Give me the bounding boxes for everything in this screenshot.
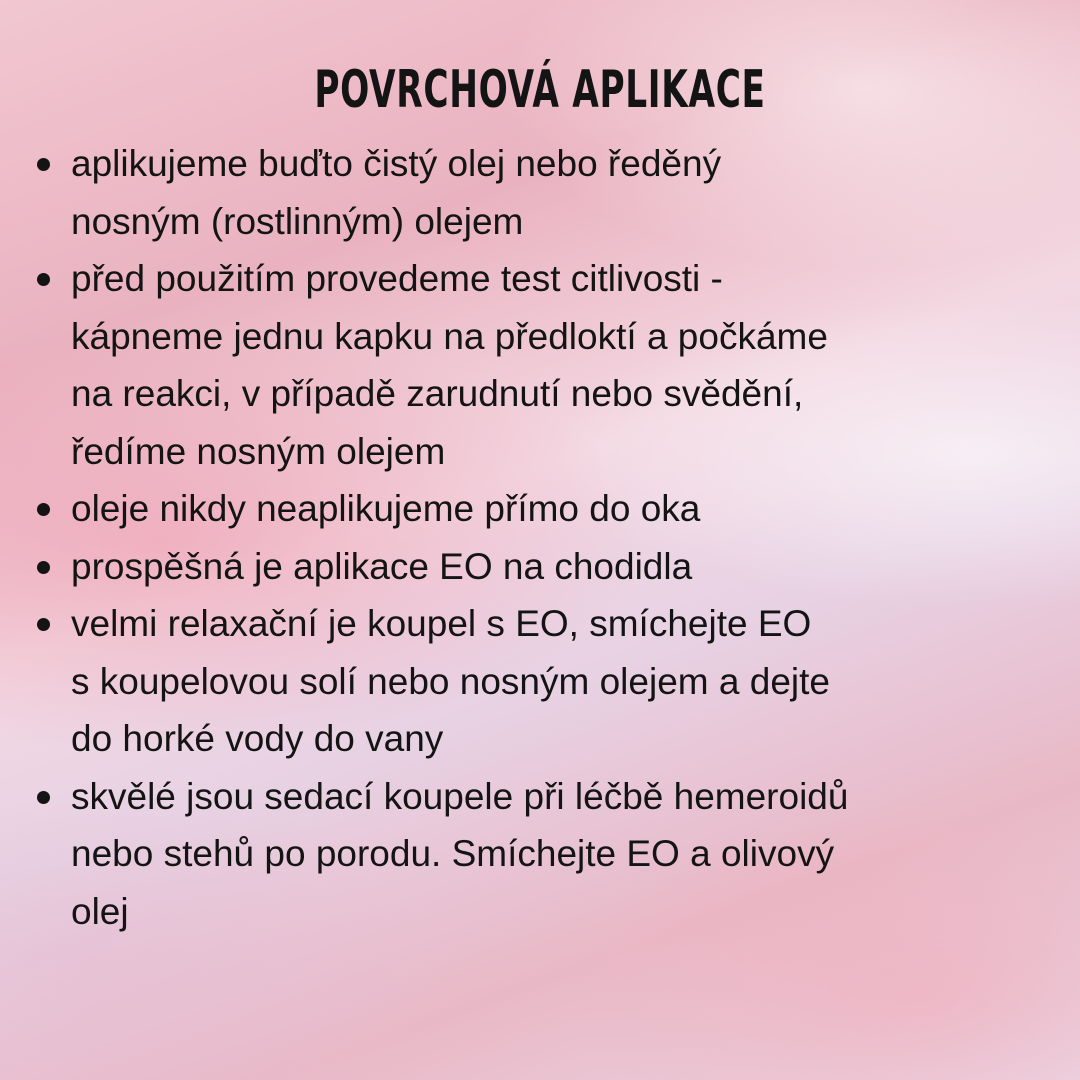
- item-line: oleje nikdy neaplikujeme přímo do oka: [71, 488, 701, 529]
- list-item: [30, 135, 1060, 250]
- item-line: do horké vody do vany: [71, 718, 444, 759]
- item-line: nosným (rostlinným) olejem: [71, 200, 524, 242]
- item-line: olej: [71, 890, 129, 932]
- item-line: aplikujeme buďto čistý olej nebo ředěný: [71, 143, 722, 184]
- item-line: ředíme nosným olejem: [71, 430, 446, 472]
- item-line: kápneme jednu kapku na předloktí a počkáme: [71, 315, 828, 357]
- bullet-list: [30, 135, 1060, 940]
- bullet-icon: [37, 618, 50, 631]
- item-line: prospěšná je aplikace EO na chodidla: [71, 545, 693, 587]
- list-item: [30, 250, 1060, 480]
- bullet-icon: [37, 561, 50, 574]
- item-line: nebo stehů po porodu. Smíchejte EO a olivový: [71, 833, 835, 874]
- bullet-icon: [37, 503, 50, 516]
- bullet-icon: [37, 273, 50, 286]
- item-line: skvělé jsou sedací koupele při léčbě hemeroidů: [71, 775, 849, 817]
- item-line: před použitím provedeme test citlivosti -: [71, 258, 723, 299]
- page-title: POVRCHOVÁ APLIKACE: [314, 60, 766, 120]
- list-item: [30, 768, 1060, 941]
- list-item: [30, 480, 1060, 538]
- item-line: na reakci, v případě zarudnutí nebo svědění,: [71, 373, 804, 414]
- item-line: velmi relaxační je koupel s EO, smíchejte EO: [71, 603, 812, 644]
- list-item: [30, 538, 1060, 596]
- bullet-icon: [37, 158, 50, 171]
- bullet-icon: [37, 791, 50, 804]
- item-line: s koupelovou solí nebo nosným olejem a dejte: [71, 660, 830, 702]
- list-item: [30, 595, 1060, 768]
